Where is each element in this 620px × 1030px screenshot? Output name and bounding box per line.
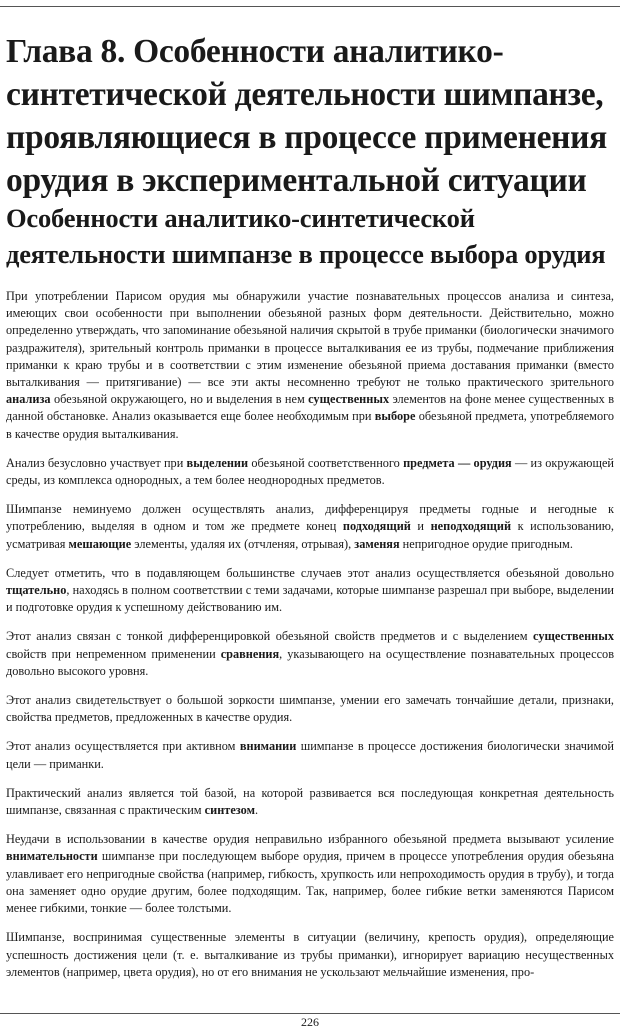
body-text — [6, 288, 614, 993]
text-run: Этот анализ осуществляется при активном — [6, 739, 240, 754]
text-run: — из окружающей среды, из комплекса однородных, а тем более неоднородных предметов. — [6, 455, 614, 488]
text-run: свойств при непременном применении — [6, 646, 221, 661]
text-run: шимпанзе при последующем выборе орудия, причем в процессе употребления орудия обезьяна улавливает его непригодные свойства (например, гибкость, хрупкость или непроходимость орудия в трубу), и тогда она заменяет одно орудие другим, более подходящим. Так, например, более гибкие ветки заменяются Парисом менее гибкими, тонкие — более толстыми. — [6, 849, 614, 916]
bottom-rule — [0, 1013, 620, 1014]
paragraph — [6, 831, 614, 917]
emphasis-text: анализа — [6, 392, 51, 407]
emphasis-text: неподходящий — [430, 519, 512, 534]
text-run: и — [410, 519, 431, 534]
paragraph — [6, 785, 614, 819]
paragraph — [6, 455, 614, 489]
text-run: При употреблении Парисом орудия мы обнаружили участие познавательных процессов анализа и синтеза, имеющих свои особенности при выполнении обезьяной разных форм деятельности. Действительно, можно определенно утверждать, что запоминание обезьяной наличия скрытой в трубе приманки (биологически значимого раздражителя), зрительный контроль приманки в процессе выталкивания ее из трубы, подмечание приближения приманки к краю трубы и в соответствии с этим изменение обезьяной приема доставания приманки (вместо выталкивания — притягивание) — все эти акты несомненно требуют не только практического зрительного — [6, 289, 614, 390]
emphasis-text: выделении — [186, 455, 249, 470]
text-run: непригодное орудие пригодным. — [399, 536, 573, 551]
emphasis-text: существенных — [308, 392, 390, 407]
emphasis-text: тщательно — [6, 583, 67, 598]
text-run: . — [254, 803, 259, 818]
text-run: обезьяной предмета, употребляемого в качестве орудия выталкивания. — [6, 409, 614, 441]
section-title: Особенности аналитико-синтетической деятельности шимпанзе в процессе выбора орудия — [6, 203, 606, 269]
text-run: Шимпанзе, воспринимая существенные элементы в ситуации (величину, крепость орудия), определяющие успешность достижения цели (т. е. выталкивание из трубы приманки), игнорирует вариацию несущественных элементов (например, цвета орудия), но от его внимания не ускользают мельчайшие изменения, про- — [6, 930, 614, 979]
text-run: Шимпанзе неминуемо должен осуществлять анализ, дифференцируя предметы годные и негодные к употреблению, выделяя в одном и том же предмете конец — [6, 502, 614, 534]
text-run: , находясь в полном соответствии с теми задачами, которые шимпанзе разрешал при выборе, выделении и подготовке орудия к успешному действованию им. — [6, 583, 614, 615]
emphasis-text: предмета — орудия — [403, 455, 512, 470]
text-run: элементы, удаляя их (отчленяя, отрывая), — [131, 536, 355, 551]
text-run: Анализ безусловно участвует при — [6, 455, 187, 470]
page-number: 226 — [301, 1015, 319, 1029]
paragraph — [6, 501, 614, 553]
text-run: Практический анализ является той базой, на которой развивается вся последующая конкретная деятельность шимпанзе, связанная с практическим — [6, 785, 614, 818]
top-rule — [0, 6, 620, 7]
text-run: Следует отметить, что в подавляющем большинстве случаев этот анализ осуществляется обезьяной довольно — [6, 565, 614, 580]
emphasis-text: внимании — [239, 739, 297, 754]
paragraph — [6, 738, 614, 772]
emphasis-text: подходящий — [342, 519, 411, 534]
emphasis-text: сравнения — [220, 646, 280, 661]
text-run: обезьяной окружающего, но и выделения в нем — [50, 392, 309, 407]
emphasis-text: выборе — [374, 409, 416, 424]
emphasis-text: синтезом — [204, 803, 255, 818]
text-run: Неудачи в использовании в качестве орудия неправильно избранного обезьяной предмета вызывают усиление — [6, 832, 614, 847]
text-run: элементов на фоне менее существенных в данной обстановке. Анализ оказывается еще более необходимым при — [6, 392, 614, 424]
text-run: Этот анализ связан с тонкой дифференцировкой обезьяной свойств предметов и с выделением — [6, 629, 534, 644]
text-run: Этот анализ свидетельствует о большой зоркости шимпанзе, умении его замечать тончайшие детали, признаки, свойства предметов, предложенных в качестве орудия. — [6, 693, 614, 725]
text-run: обезьяной соответственного — [248, 455, 404, 470]
text-run: шимпанзе в процессе достижения биологически значимой цели — приманки. — [6, 739, 615, 771]
text-run: , указывающего на осуществление познавательных процессов довольно высокого уровня. — [6, 646, 614, 678]
paragraph — [6, 628, 614, 680]
chapter-title: Глава 8. Особенности аналитико-синтетической деятельности шимпанзе, проявляющиеся в процессе применения орудия в экспериментальной ситуации — [6, 33, 608, 199]
paragraph — [6, 288, 614, 443]
emphasis-text: мешающие — [68, 536, 132, 551]
emphasis-text: существенных — [533, 629, 614, 644]
emphasis-text: заменяя — [354, 536, 400, 551]
paragraph — [6, 929, 614, 981]
text-run: к использованию, усматривая — [6, 519, 614, 551]
paragraph — [6, 565, 614, 617]
paragraph — [6, 692, 614, 726]
emphasis-text: внимательности — [6, 849, 98, 864]
